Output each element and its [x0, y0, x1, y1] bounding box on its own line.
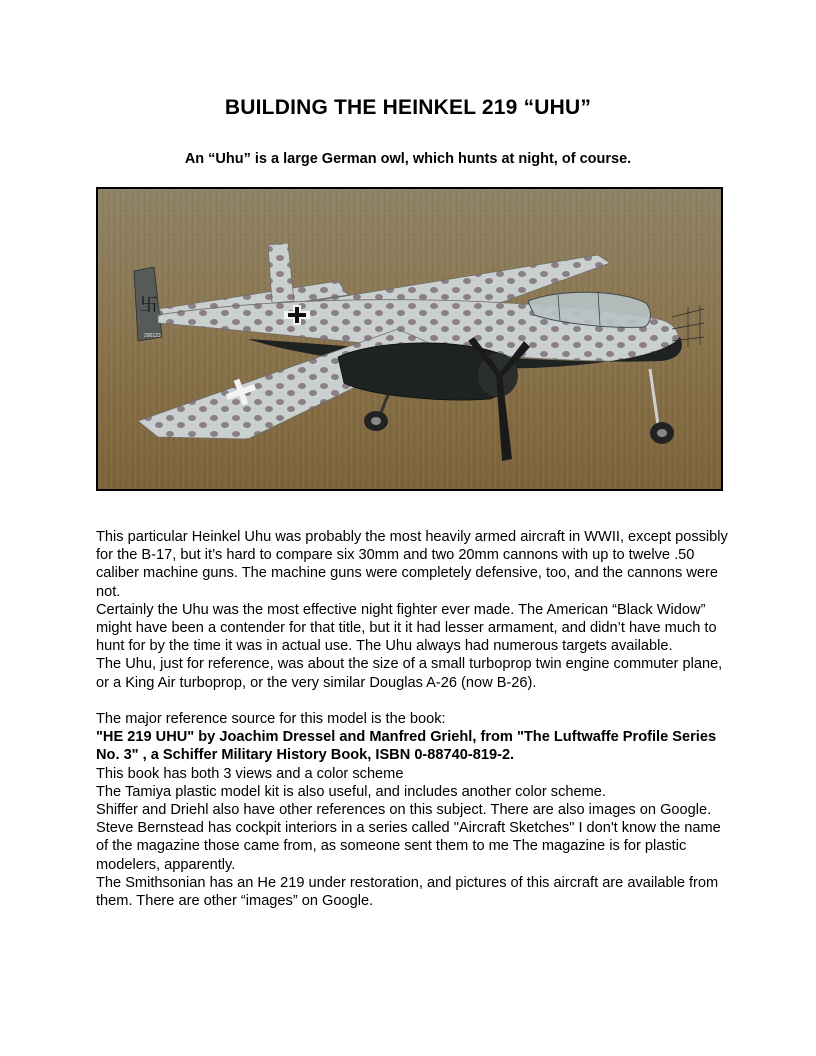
note-tamiya-kit: The Tamiya plastic model kit is also useful, and includes another color scheme.: [96, 783, 606, 800]
document-title: BUILDING THE HEINKEL 219 “UHU”: [224, 96, 592, 119]
tail-number: 290123: [144, 333, 161, 339]
paragraph-armament: This particular Heinkel Uhu was probably the most heavily armed aircraft in WWII, except possibly for the B-17, but it’s hard to compare six 30mm and two 20mm cannons with up to twelve .50 caliber machine guns. The machine guns were completely defensive, too, and the cannons were not.: [96, 529, 728, 600]
paragraph-size: The Uhu, just for reference, was about the size of a small turboprop twin engine commuter plane, or a King Air turboprop, or the very similar Douglas A-26 (now B-26).: [96, 656, 723, 691]
article-body: [96, 528, 736, 910]
heinkel-uhu-model-illustration: [98, 189, 721, 489]
note-cockpit-interiors: Steve Bernstead has cockpit interiors in a series called "Aircraft Sketches" I don't know the name of the magazine those came from, as someone sent them to me The magazine is for plastic modelers, apparently.: [96, 820, 721, 873]
reference-book: "HE 219 UHU" by Joachim Dressel and Manfred Griehl, from "The Luftwaffe Profile Series No. 3" , a Schiffer Military History Book, ISBN 0-88740-819-2.: [96, 729, 717, 764]
note-other-references: Shiffer and Driehl also have other references on this subject. There are also images on Google.: [96, 802, 712, 819]
document-subtitle: An “Uhu” is a large German owl, which hunts at night, of course.: [184, 151, 632, 167]
note-smithsonian: The Smithsonian has an He 219 under restoration, and pictures of this aircraft are available from them. There are other “images” on Google.: [96, 874, 719, 910]
paragraph-night-fighter: Certainly the Uhu was the most effective night fighter ever made. The American “Black Widow” might have been a contender for that title, but it it had lesser armament, and didn’t have much to hunt for by the time it was in actual use. The Uhu always had numerous targets available.: [96, 601, 717, 655]
note-3-views: This book has both 3 views and a color scheme: [96, 765, 404, 782]
reference-intro: The major reference source for this model is the book:: [96, 711, 446, 728]
aircraft-photo: [96, 187, 723, 491]
swastika-marking: 卐: [140, 295, 158, 315]
